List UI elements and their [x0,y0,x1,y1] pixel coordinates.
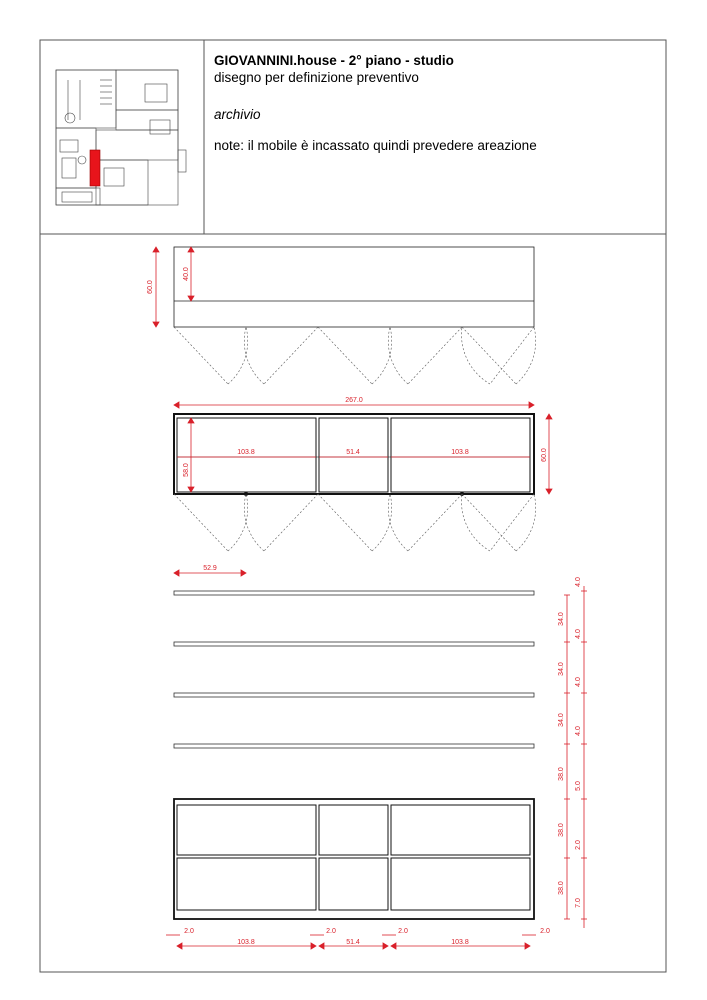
key-plan [56,70,186,205]
sheet-border [40,40,666,972]
dim-shelf-3: 4.0 [575,677,582,687]
dim-total-width: 267.0 [345,397,363,404]
plan-dims [174,402,552,576]
drawing-category: archivio [214,107,261,122]
drawing-title: GIOVANNINI.house - 2° piano - studio [214,53,454,68]
dim-shelf-4: 4.0 [575,726,582,736]
dim-door-width: 52.9 [203,565,217,572]
door-swings-top [174,327,536,384]
dim-side-left: 2.0 [184,928,194,935]
dim-right-bay: 103.8 [451,449,469,456]
dim-side-mid2: 2.0 [398,928,408,935]
dim-bottom-right-bay: 103.8 [451,939,469,946]
dim-bottom-left-bay: 103.8 [237,939,255,946]
top-view-dims [153,247,194,327]
dim-center-bay: 51.4 [346,449,360,456]
dim-plinth: 7.0 [575,898,582,908]
shelves [174,591,534,748]
dim-top-depth: 60.0 [147,280,154,294]
dim-box-bottom: 38.0 [558,881,565,895]
drawing-note: note: il mobile è incassato quindi prevedere areazione [214,138,537,153]
dim-gap-1: 34.0 [558,612,565,626]
dim-shelf-2: 4.0 [575,629,582,639]
dim-box-thickness: 2.0 [575,840,582,850]
drawing-subtitle: disegno per definizione preventivo [214,70,419,85]
dim-top-shelf-depth: 40.0 [183,267,190,281]
dim-left-bay: 103.8 [237,449,255,456]
plan-view [174,414,536,551]
dim-side-right: 2.0 [540,928,550,935]
dim-plan-depth: 60.0 [541,448,548,462]
top-view [174,247,536,384]
dim-bottom-center-bay: 51.4 [346,939,360,946]
dim-side-mid1: 2.0 [326,928,336,935]
dim-base: 5.0 [575,781,582,791]
cabinet-location-marker [90,150,100,186]
dim-shelf-1: 4.0 [575,577,582,587]
dim-gap-2: 34.0 [558,662,565,676]
door-swings-plan [174,494,536,551]
dim-gap-3: 34.0 [558,713,565,727]
front-elevation [174,799,534,919]
dim-inner-depth: 58.0 [183,463,190,477]
dim-box-top: 38.0 [558,767,565,781]
title-block [214,52,684,154]
dim-box-mid: 38.0 [558,823,565,837]
